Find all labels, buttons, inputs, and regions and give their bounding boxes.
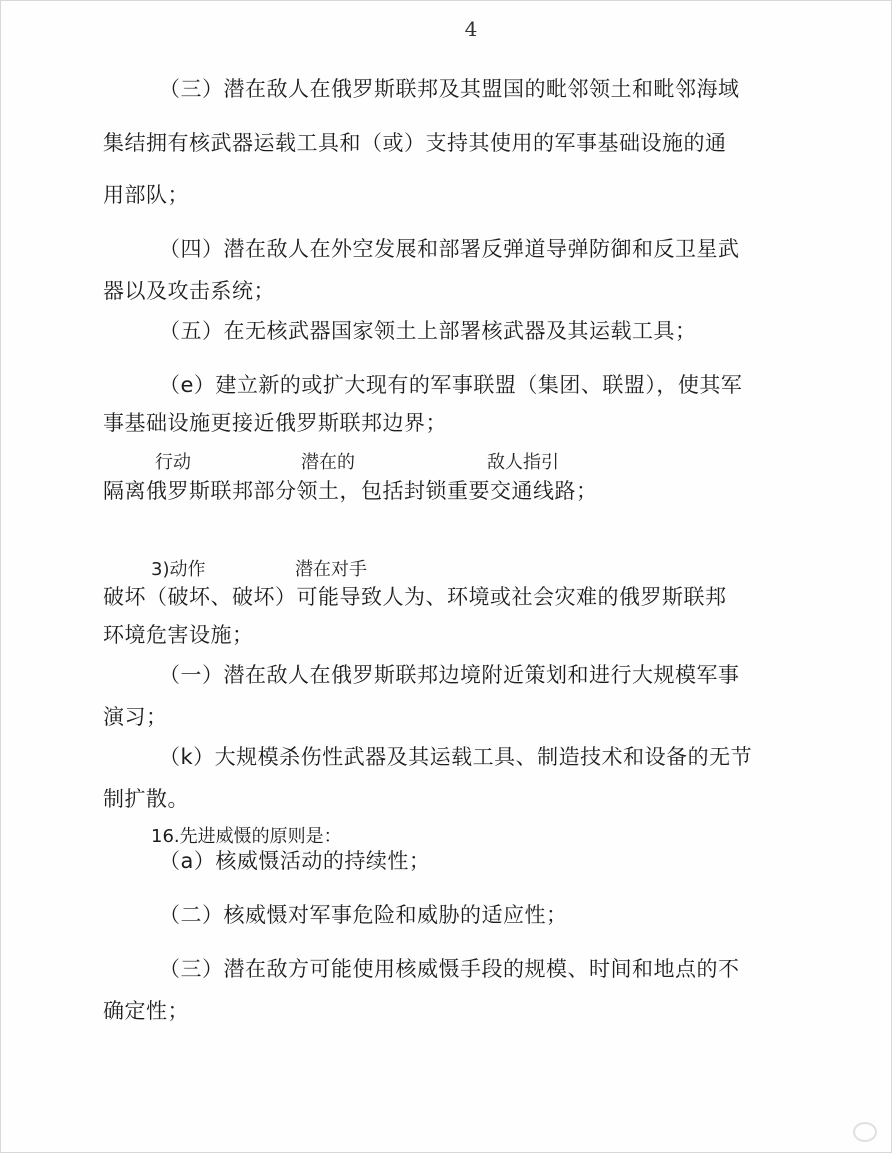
paragraph-line: （a）核威慑活动的持续性； [159,849,431,873]
watermark [853,1122,877,1142]
paragraph-line: （四）潜在敌人在外空发展和部署反弹道导弹防御和反卫星武 [159,237,740,261]
paragraph-line: 事基础设施更接近俄罗斯联邦边界； [103,411,447,435]
paragraph-line: 确定性； [103,999,189,1023]
paragraph-line: 隔离俄罗斯联邦部分领土，包括封锁重要交通线路； [103,479,598,503]
paragraph-line: （五）在无核武器国家领土上部署核武器及其运载工具； [159,319,697,343]
paragraph-line: （k）大规模杀伤性武器及其运载工具、制造技术和设备的无节 [159,745,753,769]
weibo-logo-icon [853,1122,877,1142]
caption-label: 3)动作 [151,559,206,580]
page-number: 4 [464,17,478,41]
paragraph-line: 破坏（破坏、破坏）可能导致人为、环境或社会灾难的俄罗斯联邦 [103,585,727,609]
caption-label: 潜在的 [301,452,355,473]
paragraph-line: （e）建立新的或扩大现有的军事联盟（集团、联盟），使其军 [159,373,743,397]
caption-label: 行动 [155,452,191,473]
paragraph-line: 环境危害设施； [103,623,254,647]
section-heading: 16.先进威慑的原则是： [151,826,342,847]
paragraph-line: （二）核威慑对军事危险和威胁的适应性； [159,903,568,927]
caption-label: 敌人指引 [487,452,559,473]
paragraph-line: （一）潜在敌人在俄罗斯联邦边境附近策划和进行大规模军事 [159,663,740,687]
paragraph-line: （三）潜在敌人在俄罗斯联邦及其盟国的毗邻领土和毗邻海域 [159,77,740,101]
paragraph-line: 用部队； [103,183,189,207]
paragraph-line: 集结拥有核武器运载工具和（或）支持其使用的军事基础设施的通 [103,131,727,155]
paragraph-line: 器以及攻击系统； [103,279,275,303]
paragraph-line: （三）潜在敌方可能使用核威慑手段的规模、时间和地点的不 [159,957,740,981]
paragraph-line: 制扩散。 [103,787,189,811]
paragraph-line: 演习； [103,705,168,729]
caption-label: 潜在对手 [295,559,367,580]
